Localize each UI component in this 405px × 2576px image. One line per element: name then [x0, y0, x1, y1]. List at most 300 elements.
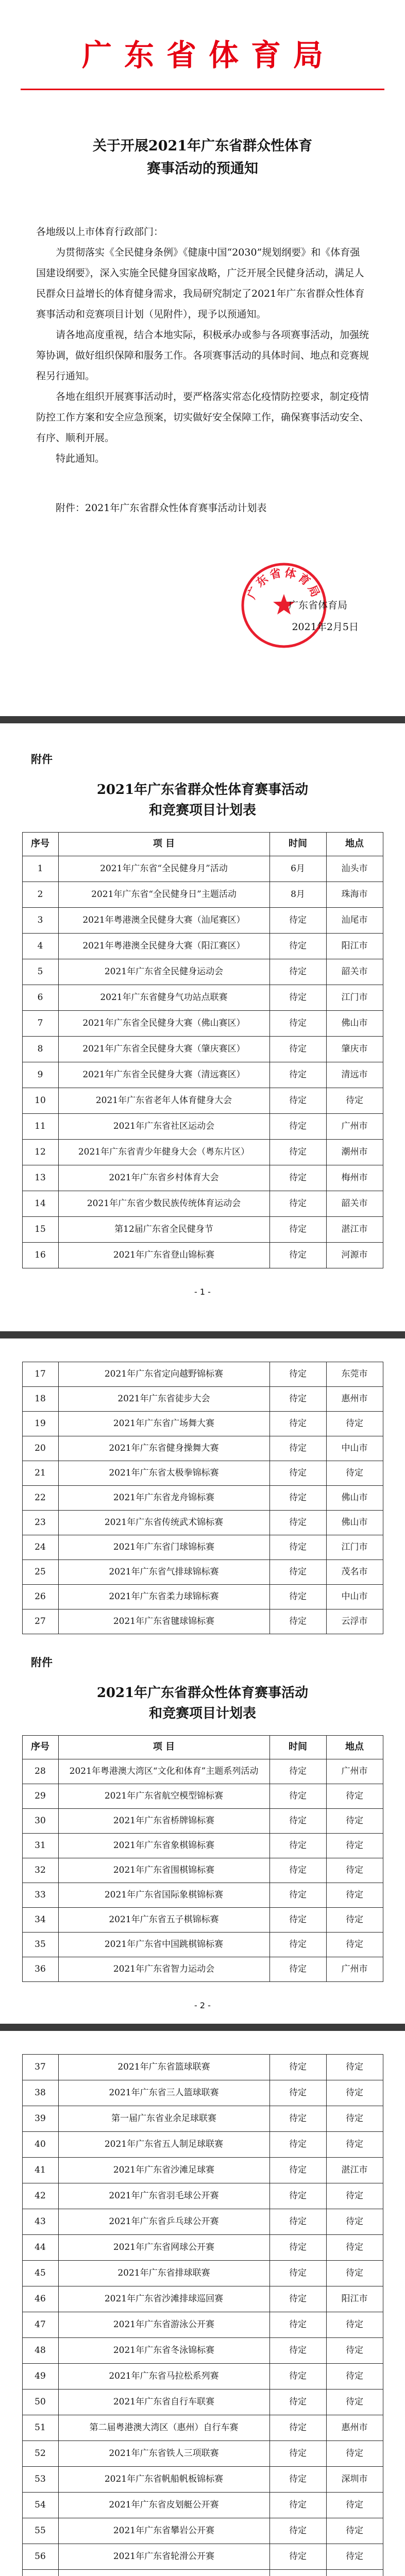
- event-time: 待定: [269, 934, 326, 959]
- event-time: 待定: [269, 1883, 326, 1908]
- table-row: [22, 1535, 383, 1560]
- row-number: 12: [22, 1140, 58, 1165]
- event-time: 待定: [269, 2158, 326, 2183]
- event-time: 待定: [269, 1412, 326, 1436]
- event-name: 2021年广东省智力运动会: [58, 1957, 269, 1982]
- event-name: 第二届粤港澳大湾区（惠州）自行车赛: [58, 2415, 269, 2441]
- table-row: [22, 1933, 383, 1957]
- event-name: 2021年广东省全民健身大赛（佛山赛区）: [58, 1011, 269, 1037]
- notice-body: [36, 222, 369, 518]
- body-paragraph: 请各地高度重视，结合本地实际，积极承办或参与各项赛事活动，加强统筹协调，做好组织保障和服务工作。各项赛事活动的具体时间、地点和竞赛规程另行通知。: [36, 329, 369, 382]
- event-name: 第12届广东省全民健身节: [58, 1217, 269, 1243]
- page-number: - 2 -: [194, 2001, 211, 2010]
- event-venue: 深圳市: [326, 2467, 383, 2493]
- row-number: 7: [22, 1011, 58, 1037]
- row-number: 9: [22, 1062, 58, 1088]
- event-name: 2021年广东省乒乓球公开赛: [58, 2209, 269, 2235]
- row-number: 18: [22, 1387, 58, 1412]
- event-venue: 待定: [326, 1933, 383, 1957]
- event-venue: 云浮市: [326, 1609, 383, 1634]
- table-row: [22, 2415, 383, 2441]
- row-number: 30: [22, 1809, 58, 1834]
- attachment-title-line: 和竞赛项目计划表: [148, 1706, 256, 1721]
- column-header-time: 时间: [269, 833, 326, 856]
- row-number: 47: [22, 2312, 58, 2338]
- event-time: 待定: [269, 1165, 326, 1191]
- event-venue: 江门市: [326, 1535, 383, 1560]
- event-plan-table: [22, 1735, 383, 1982]
- event-time: [269, 2570, 326, 2576]
- row-number: 24: [22, 1535, 58, 1560]
- row-number: 23: [22, 1511, 58, 1535]
- page-separator: [0, 2024, 405, 2031]
- event-name: 2021年广东省全民健身运动会: [58, 959, 269, 985]
- event-name: 2021年广东省航空模型锦标赛: [58, 1784, 269, 1809]
- event-time: 待定: [269, 2106, 326, 2132]
- event-time: 待定: [269, 1088, 326, 1114]
- row-number: 41: [22, 2158, 58, 2183]
- row-number: 51: [22, 2415, 58, 2441]
- event-name: 2021年广东省网球公开赛: [58, 2235, 269, 2261]
- event-venue: 佛山市: [326, 1011, 383, 1037]
- event-time: 待定: [269, 959, 326, 985]
- event-venue: [326, 2570, 383, 2576]
- event-time: 待定: [269, 1834, 326, 1858]
- event-time: 待定: [269, 2338, 326, 2364]
- table-row: [22, 2055, 383, 2080]
- event-venue: 待定: [326, 2338, 383, 2364]
- event-venue: 待定: [326, 2183, 383, 2209]
- event-time: 待定: [269, 1062, 326, 1088]
- table-row: [22, 934, 383, 959]
- event-time: 待定: [269, 2389, 326, 2415]
- row-number: 26: [22, 1585, 58, 1609]
- notice-title-line: 赛事活动的预通知: [147, 161, 258, 177]
- table-row: [22, 2080, 383, 2106]
- event-venue: 待定: [326, 2261, 383, 2286]
- row-number: 34: [22, 1908, 58, 1933]
- event-venue: 江门市: [326, 985, 383, 1011]
- event-venue: 待定: [326, 2235, 383, 2261]
- table-row: [22, 1387, 383, 1412]
- event-name: 2021年广东省少数民族传统体育运动会: [58, 1191, 269, 1217]
- table-row: [22, 2132, 383, 2158]
- issuer-header: 广东省体育局: [81, 38, 335, 73]
- event-time: 待定: [269, 2312, 326, 2338]
- event-time: 待定: [269, 1191, 326, 1217]
- event-name: 2021年广东省广场舞大赛: [58, 1412, 269, 1436]
- event-name: 2021年广东省冬泳锦标赛: [58, 2338, 269, 2364]
- event-venue: 珠海市: [326, 882, 383, 908]
- table-row: [22, 1088, 383, 1114]
- event-time: 待定: [269, 1809, 326, 1834]
- table-row: [22, 2389, 383, 2415]
- attachment-title-line: 2021年广东省群众性体育赛事活动: [96, 782, 309, 798]
- row-number: 49: [22, 2364, 58, 2389]
- table-header-row: [22, 1736, 383, 1759]
- event-time: 待定: [269, 2235, 326, 2261]
- table-row: [22, 1809, 383, 1834]
- event-venue: 韶关市: [326, 959, 383, 985]
- event-name: 2021年广东省乡村体育大会: [58, 1165, 269, 1191]
- event-venue: 待定: [326, 2441, 383, 2467]
- attachment-label: 附件: [31, 753, 53, 766]
- row-number: 28: [22, 1759, 58, 1784]
- row-number: 54: [22, 2493, 58, 2518]
- event-name: 2021年广东省门球锦标赛: [58, 1535, 269, 1560]
- body-paragraph: 特此通知。: [56, 453, 105, 464]
- table-row: [22, 1412, 383, 1436]
- event-name: 2021年广东省青少年健身大会（粤东片区）: [58, 1140, 269, 1165]
- row-number: 15: [22, 1217, 58, 1243]
- event-venue: 待定: [326, 2544, 383, 2570]
- event-name: 2021年广东省篮球联赛: [58, 2055, 269, 2080]
- row-number: 14: [22, 1191, 58, 1217]
- event-name: 2021年广东省沙滩排球巡回赛: [58, 2286, 269, 2312]
- event-venue: 待定: [326, 1809, 383, 1834]
- row-number: 44: [22, 2235, 58, 2261]
- event-venue: 待定: [326, 1834, 383, 1858]
- attachment-label: 附件: [31, 1656, 53, 1669]
- table-row: [22, 2209, 383, 2235]
- table-row: [22, 1759, 383, 1784]
- event-venue: 待定: [326, 1784, 383, 1809]
- row-number: 2: [22, 882, 58, 908]
- event-time: 待定: [269, 1114, 326, 1140]
- signature-date: 2021年2月5日: [292, 621, 359, 633]
- row-number: 22: [22, 1486, 58, 1511]
- row-number: 33: [22, 1883, 58, 1908]
- event-time: 待定: [269, 1486, 326, 1511]
- event-name: 2021年广东省围棋锦标赛: [58, 1858, 269, 1883]
- table-row: [22, 2286, 383, 2312]
- event-venue: 肇庆市: [326, 1037, 383, 1062]
- row-number: 40: [22, 2132, 58, 2158]
- event-time: 待定: [269, 1243, 326, 1268]
- table-row: [22, 856, 383, 882]
- row-number: 55: [22, 2518, 58, 2544]
- row-number: 13: [22, 1165, 58, 1191]
- event-time: 待定: [269, 1511, 326, 1535]
- table-row: [22, 1585, 383, 1609]
- event-name: [58, 2570, 269, 2576]
- row-number: 3: [22, 908, 58, 934]
- event-venue: 清远市: [326, 1062, 383, 1088]
- event-venue: 待定: [326, 2055, 383, 2080]
- table-row: [22, 2158, 383, 2183]
- event-venue: 待定: [326, 2493, 383, 2518]
- event-name: 2021年广东省定向越野锦标赛: [58, 1362, 269, 1387]
- event-venue: 待定: [326, 2312, 383, 2338]
- row-number: 19: [22, 1412, 58, 1436]
- event-name: 2021年广东省徒步大会: [58, 1387, 269, 1412]
- event-venue: 广州市: [326, 1114, 383, 1140]
- event-name: 2021年广东省龙舟锦标赛: [58, 1486, 269, 1511]
- table-row: [22, 2493, 383, 2518]
- table-row: [22, 2106, 383, 2132]
- event-venue: 东莞市: [326, 1362, 383, 1387]
- table-row: [22, 1511, 383, 1535]
- event-plan-table: [22, 1362, 383, 1634]
- attachment-title: [0, 1683, 405, 1724]
- column-header-place: 地点: [326, 833, 383, 856]
- event-venue: 惠州市: [326, 2415, 383, 2441]
- table-row: [22, 2261, 383, 2286]
- event-venue: 中山市: [326, 1585, 383, 1609]
- event-time: 待定: [269, 2055, 326, 2080]
- table-row: [22, 1243, 383, 1268]
- event-time: 待定: [269, 2183, 326, 2209]
- event-time: 待定: [269, 2364, 326, 2389]
- table-row: [22, 1362, 383, 1387]
- event-name: 2021年广东省游泳公开赛: [58, 2312, 269, 2338]
- row-number: 31: [22, 1834, 58, 1858]
- table-row: [22, 1834, 383, 1858]
- row-number: 38: [22, 2080, 58, 2106]
- body-paragraph: 各地在组织开展赛事活动时，要严格落实常态化疫情防控要求，制定疫情防控工作方案和安全应急预案，切实做好安全保障工作，确保赛事活动安全、有序、顺利开展。: [36, 391, 369, 444]
- event-time: 待定: [269, 2209, 326, 2235]
- event-venue: 待定: [326, 1858, 383, 1883]
- row-number: 17: [22, 1362, 58, 1387]
- row-number: 39: [22, 2106, 58, 2132]
- event-time: 待定: [269, 2493, 326, 2518]
- table-row: [22, 1858, 383, 1883]
- table-row: [22, 2518, 383, 2544]
- event-name: 第一届广东省业余足球联赛: [58, 2106, 269, 2132]
- event-venue: 茂名市: [326, 1560, 383, 1585]
- column-header-no: 序号: [22, 833, 58, 856]
- event-name: 2021年广东省五子棋锦标赛: [58, 1908, 269, 1933]
- event-name: 2021年广东省传统武术锦标赛: [58, 1511, 269, 1535]
- event-plan-table: [22, 832, 383, 1268]
- event-venue: 湛江市: [326, 2158, 383, 2183]
- table-row: [22, 1062, 383, 1088]
- event-name: 2021年广东省社区运动会: [58, 1114, 269, 1140]
- notice-page: [0, 0, 405, 716]
- event-time: 待定: [269, 1037, 326, 1062]
- page-separator: [0, 1331, 405, 1338]
- table-row: [22, 2544, 383, 2570]
- row-number: 56: [22, 2544, 58, 2570]
- table-row: [22, 1908, 383, 1933]
- event-name: 2021年广东省全民健身大赛（清远赛区）: [58, 1062, 269, 1088]
- event-venue: 潮州市: [326, 1140, 383, 1165]
- table-row: [22, 2441, 383, 2467]
- event-name: 2021年广东省国际象棋锦标赛: [58, 1883, 269, 1908]
- row-number: 43: [22, 2209, 58, 2235]
- notice-title-line: 关于开展2021年广东省群众性体育: [92, 138, 313, 154]
- event-venue: 待定: [326, 1461, 383, 1486]
- event-time: 待定: [269, 1908, 326, 1933]
- red-divider: [21, 89, 384, 90]
- event-name: 2021年广东省“全民健身月”活动: [58, 856, 269, 882]
- event-venue: 梅州市: [326, 1165, 383, 1191]
- row-number: 11: [22, 1114, 58, 1140]
- column-header-name: 项 目: [58, 833, 269, 856]
- attachment-page: [0, 1338, 405, 2024]
- table-row: [22, 1883, 383, 1908]
- event-venue: 惠州市: [326, 1387, 383, 1412]
- event-time: 待定: [269, 1784, 326, 1809]
- table-row: [22, 2338, 383, 2364]
- event-name: 2021年广东省皮划艇公开赛: [58, 2493, 269, 2518]
- event-time: 待定: [269, 2080, 326, 2106]
- event-name: 2021年广东省柔力球锦标赛: [58, 1585, 269, 1609]
- event-time: 待定: [269, 1461, 326, 1486]
- event-name: 2021年广东省排球联赛: [58, 2261, 269, 2286]
- row-number: 45: [22, 2261, 58, 2286]
- event-time: 待定: [269, 1560, 326, 1585]
- attachment-reference: 附件：2021年广东省群众性体育赛事活动计划表: [56, 502, 267, 514]
- body-paragraph: 为贯彻落实《全民健身条例》《健康中国“2030”规划纲要》和《体育强国建设纲要》，深入实施全民健身国家战略，广泛开展全民健身活动，满足人民群众日益增长的体育健身需求，我局研究制定了2021年广东省群众性体育赛事活动和竞赛项目计划（见附件），现予以预通知。: [36, 247, 365, 320]
- event-venue: 中山市: [326, 1436, 383, 1461]
- event-venue: 佛山市: [326, 1486, 383, 1511]
- event-venue: 阳江市: [326, 2286, 383, 2312]
- row-number: 10: [22, 1088, 58, 1114]
- column-header-place: 地点: [326, 1736, 383, 1759]
- event-venue: 汕头市: [326, 856, 383, 882]
- event-time: 待定: [269, 2518, 326, 2544]
- table-row: [22, 1461, 383, 1486]
- event-name: 2021年广东省三人篮球联赛: [58, 2080, 269, 2106]
- table-row: [22, 959, 383, 985]
- event-venue: 韶关市: [326, 1191, 383, 1217]
- row-number: 52: [22, 2441, 58, 2467]
- row-number: 48: [22, 2338, 58, 2364]
- event-time: 待定: [269, 1011, 326, 1037]
- event-venue: 阳江市: [326, 934, 383, 959]
- row-number: 46: [22, 2286, 58, 2312]
- table-row: [22, 2364, 383, 2389]
- table-row: [22, 1609, 383, 1634]
- event-time: 待定: [269, 1933, 326, 1957]
- event-time: 6月: [269, 856, 326, 882]
- event-time: 待定: [269, 1436, 326, 1461]
- row-number: 42: [22, 2183, 58, 2209]
- event-time: 待定: [269, 2286, 326, 2312]
- event-time: 待定: [269, 1759, 326, 1784]
- event-time: 待定: [269, 1957, 326, 1982]
- row-number: 37: [22, 2055, 58, 2080]
- row-number: 27: [22, 1609, 58, 1634]
- table-row: [22, 1217, 383, 1243]
- event-time: 待定: [269, 1362, 326, 1387]
- row-number: 50: [22, 2389, 58, 2415]
- row-number: 32: [22, 1858, 58, 1883]
- event-venue: 广州市: [326, 1957, 383, 1982]
- row-number: 8: [22, 1037, 58, 1062]
- event-time: 待定: [269, 2415, 326, 2441]
- table-row: [22, 882, 383, 908]
- event-name: 2021年广东省毽球锦标赛: [58, 1609, 269, 1634]
- row-number: 20: [22, 1436, 58, 1461]
- event-time: 待定: [269, 2441, 326, 2467]
- event-time: 待定: [269, 2467, 326, 2493]
- event-name: 2021年广东省攀岩公开赛: [58, 2518, 269, 2544]
- event-name: 2021年广东省五人制足球联赛: [58, 2132, 269, 2158]
- event-name: 2021年粤港澳全民健身大赛（阳江赛区）: [58, 934, 269, 959]
- salutation: 各地级以上市体育行政部门：: [36, 226, 164, 238]
- attachment-title-line: 和竞赛项目计划表: [148, 803, 256, 818]
- event-time: 待定: [269, 908, 326, 934]
- row-number: 36: [22, 1957, 58, 1982]
- event-venue: 佛山市: [326, 1511, 383, 1535]
- table-row: [22, 1957, 383, 1982]
- table-row: [22, 1191, 383, 1217]
- attachment-page: [0, 2031, 405, 2576]
- event-name: 2021年广东省气排球锦标赛: [58, 1560, 269, 1585]
- table-row: [22, 2183, 383, 2209]
- event-time: 8月: [269, 882, 326, 908]
- event-time: 待定: [269, 2132, 326, 2158]
- event-name: 2021年广东省桥牌锦标赛: [58, 1809, 269, 1834]
- event-venue: 广州市: [326, 1759, 383, 1784]
- event-name: 2021年粤港澳大湾区“文化和体育”主题系列活动: [58, 1759, 269, 1784]
- event-venue: 河源市: [326, 1243, 383, 1268]
- event-time: 待定: [269, 985, 326, 1011]
- row-number: 53: [22, 2467, 58, 2493]
- row-number: 35: [22, 1933, 58, 1957]
- event-name: 2021年广东省太极拳锦标赛: [58, 1461, 269, 1486]
- table-row: [22, 2235, 383, 2261]
- event-venue: 待定: [326, 2209, 383, 2235]
- event-name: 2021年广东省健身气功站点联赛: [58, 985, 269, 1011]
- event-time: 待定: [269, 1585, 326, 1609]
- event-name: 2021年广东省马拉松系列赛: [58, 2364, 269, 2389]
- event-venue: 待定: [326, 2106, 383, 2132]
- table-row: [22, 1436, 383, 1461]
- attachment-title: [0, 779, 405, 821]
- event-name: 2021年广东省铁人三项联赛: [58, 2441, 269, 2467]
- row-number: 4: [22, 934, 58, 959]
- table-row: [22, 908, 383, 934]
- row-number: 6: [22, 985, 58, 1011]
- event-venue: 待定: [326, 1088, 383, 1114]
- event-name: 2021年广东省全民健身大赛（肇庆赛区）: [58, 1037, 269, 1062]
- event-time: 待定: [269, 1535, 326, 1560]
- seal-text: 广东省体育局: [245, 566, 323, 601]
- event-time: 待定: [269, 1387, 326, 1412]
- table-row: [22, 985, 383, 1011]
- signature-issuer: 广东省体育局: [288, 600, 347, 611]
- row-number: 25: [22, 1560, 58, 1585]
- table-row: [22, 1486, 383, 1511]
- row-number: 29: [22, 1784, 58, 1809]
- table-row: [22, 1165, 383, 1191]
- notice-title: [31, 135, 374, 180]
- event-venue: 待定: [326, 2080, 383, 2106]
- table-row: [22, 2467, 383, 2493]
- event-time: 待定: [269, 1609, 326, 1634]
- table-row: [22, 2312, 383, 2338]
- signature-block: [204, 562, 359, 659]
- event-name: 2021年广东省中国跳棋锦标赛: [58, 1933, 269, 1957]
- event-venue: 待定: [326, 2132, 383, 2158]
- table-row: [22, 1114, 383, 1140]
- event-name: 2021年广东省自行车联赛: [58, 2389, 269, 2415]
- event-time: 待定: [269, 1140, 326, 1165]
- event-plan-table: [22, 2054, 383, 2576]
- event-name: 2021年广东省登山锦标赛: [58, 1243, 269, 1268]
- event-name: 2021年粤港澳全民健身大赛（汕尾赛区）: [58, 908, 269, 934]
- event-name: 2021年广东省老年人体育健身大会: [58, 1088, 269, 1114]
- table-row: [22, 1037, 383, 1062]
- column-header-time: 时间: [269, 1736, 326, 1759]
- event-venue: 待定: [326, 1883, 383, 1908]
- event-time: 待定: [269, 1217, 326, 1243]
- event-venue: 湛江市: [326, 1217, 383, 1243]
- row-number: 16: [22, 1243, 58, 1268]
